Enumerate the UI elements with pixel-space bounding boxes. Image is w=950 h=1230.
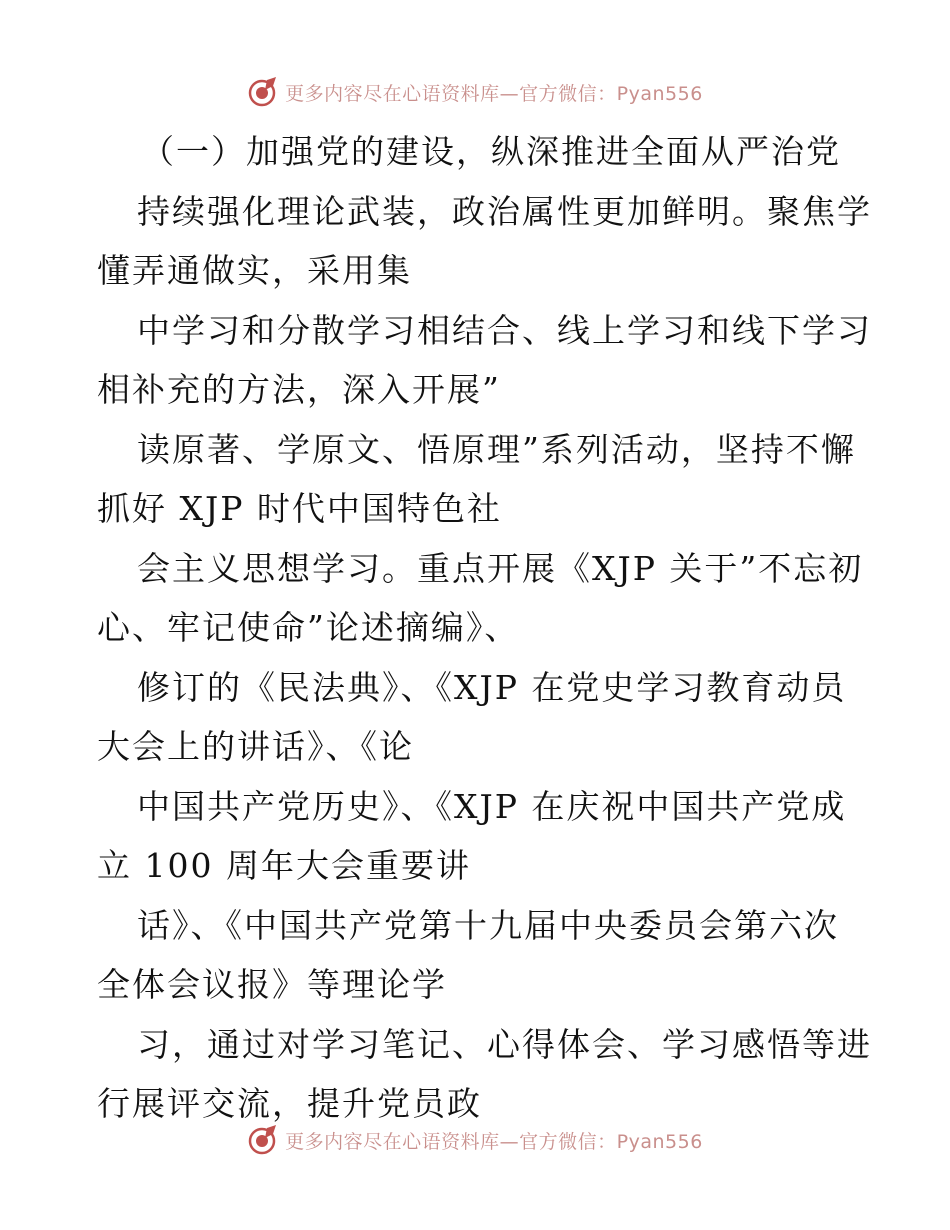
body-line: 修订的《民法典》、《XJP 在党史学习教育动员 bbox=[137, 667, 847, 707]
body-line: 相补充的方法，深入开展” bbox=[97, 370, 501, 409]
body-line: 懂弄通做实，采用集 bbox=[97, 251, 412, 290]
body-line: 中学习和分散学习相结合、线上学习和线下学习 bbox=[137, 310, 872, 350]
body-line: 话》、《中国共产党第十九届中央委员会第六次 bbox=[137, 905, 839, 945]
body-line: 读原著、学原文、悟原理”系列活动，坚持不懈 bbox=[137, 429, 856, 469]
body-line: 全体会议报》等理论学 bbox=[97, 965, 447, 1004]
pen-seal-logo-icon bbox=[247, 76, 279, 108]
body-line: 中国共产党历史》、《XJP 在庆祝中国共产党成 bbox=[137, 786, 847, 826]
watermark-text: 更多内容尽在心语资料库—官方微信：Pyan556 bbox=[285, 82, 703, 105]
body-line: 抓好 XJP 时代中国特色社 bbox=[97, 489, 502, 528]
body-line: 持续强化理论武装，政治属性更加鲜明。聚焦学 bbox=[137, 191, 872, 231]
body-line: 行展评交流，提升党员政 bbox=[97, 1084, 482, 1123]
section-heading: （一）加强党的建设，纵深推进全面从严治党 bbox=[141, 132, 841, 171]
body-line: 大会上的讲话》、《论 bbox=[97, 727, 414, 766]
watermark-text: 更多内容尽在心语资料库—官方微信：Pyan556 bbox=[285, 1130, 703, 1153]
body-line: 心、牢记使命”论述摘编》、 bbox=[97, 608, 520, 647]
document-body bbox=[97, 122, 872, 1134]
watermark-footer bbox=[0, 1120, 950, 1160]
body-line: 会主义思想学习。重点开展《XJP 关于”不忘初 bbox=[137, 548, 864, 588]
body-line: 习，通过对学习笔记、心得体会、学习感悟等进 bbox=[137, 1024, 872, 1064]
body-line: 立 100 周年大会重要讲 bbox=[97, 846, 471, 885]
watermark-header bbox=[0, 72, 950, 112]
pen-seal-logo-icon bbox=[247, 1124, 279, 1156]
